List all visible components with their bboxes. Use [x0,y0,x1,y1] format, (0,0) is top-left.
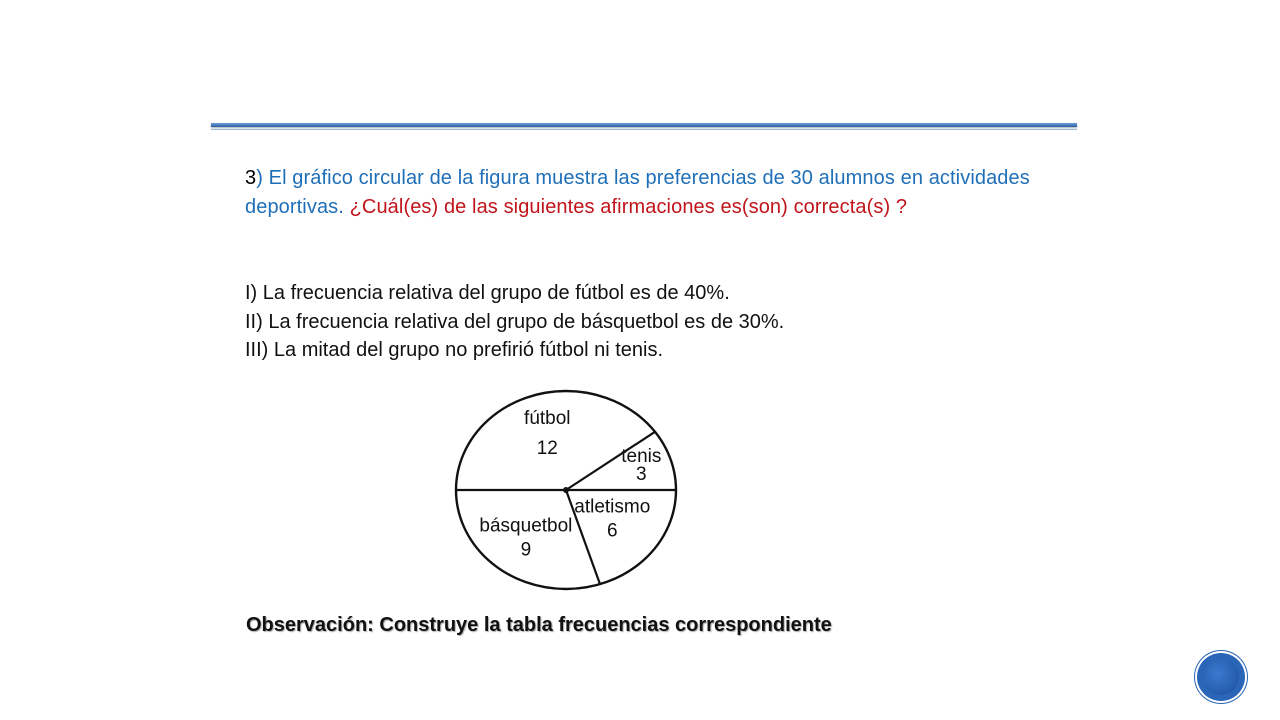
slice-atletismo-label: atletismo [574,496,651,518]
slice-futbol-label: fútbol [524,408,571,430]
pie-center-dot [563,487,569,493]
header-rule-thin [211,129,1077,130]
statement-2: II) La frecuencia relativa del grupo de básquetbol es de 30%. [245,310,785,333]
question-number: 3 [245,167,257,189]
question-text-blue: ) El gráfico circular de la figura muestra las preferencias de 30 alumnos en actividades deportivas. [245,167,1030,218]
nav-button[interactable] [1197,653,1245,701]
circle-nav-icon [1203,659,1239,695]
pie-chart-svg [440,382,700,604]
slice-atletismo-value: 6 [606,520,618,542]
statements-list [245,279,1045,365]
statement-1: I) La frecuencia relativa del grupo de fútbol es de 40%. [245,282,730,304]
pie-chart [440,382,700,604]
question-text [245,164,1035,221]
slice-tenis-value: 3 [636,463,647,485]
header-rule [211,121,1077,131]
slice-tenis-label: tenis [621,445,662,467]
question-text-red: ¿Cuál(es) de las siguientes afirmaciones es(son) correcta(s) ? [349,195,908,218]
slice-basquetbol-value: 9 [520,539,532,561]
header-rule-thick [211,123,1077,127]
slice-basquetbol-label: básquetbol [479,515,573,537]
statement-3: III) La mitad del grupo no prefirió fútbol ni tenis. [245,339,664,361]
slice-futbol-value: 12 [536,438,558,460]
observation-text: Observación: Construye la tabla frecuencias correspondiente [246,614,832,636]
